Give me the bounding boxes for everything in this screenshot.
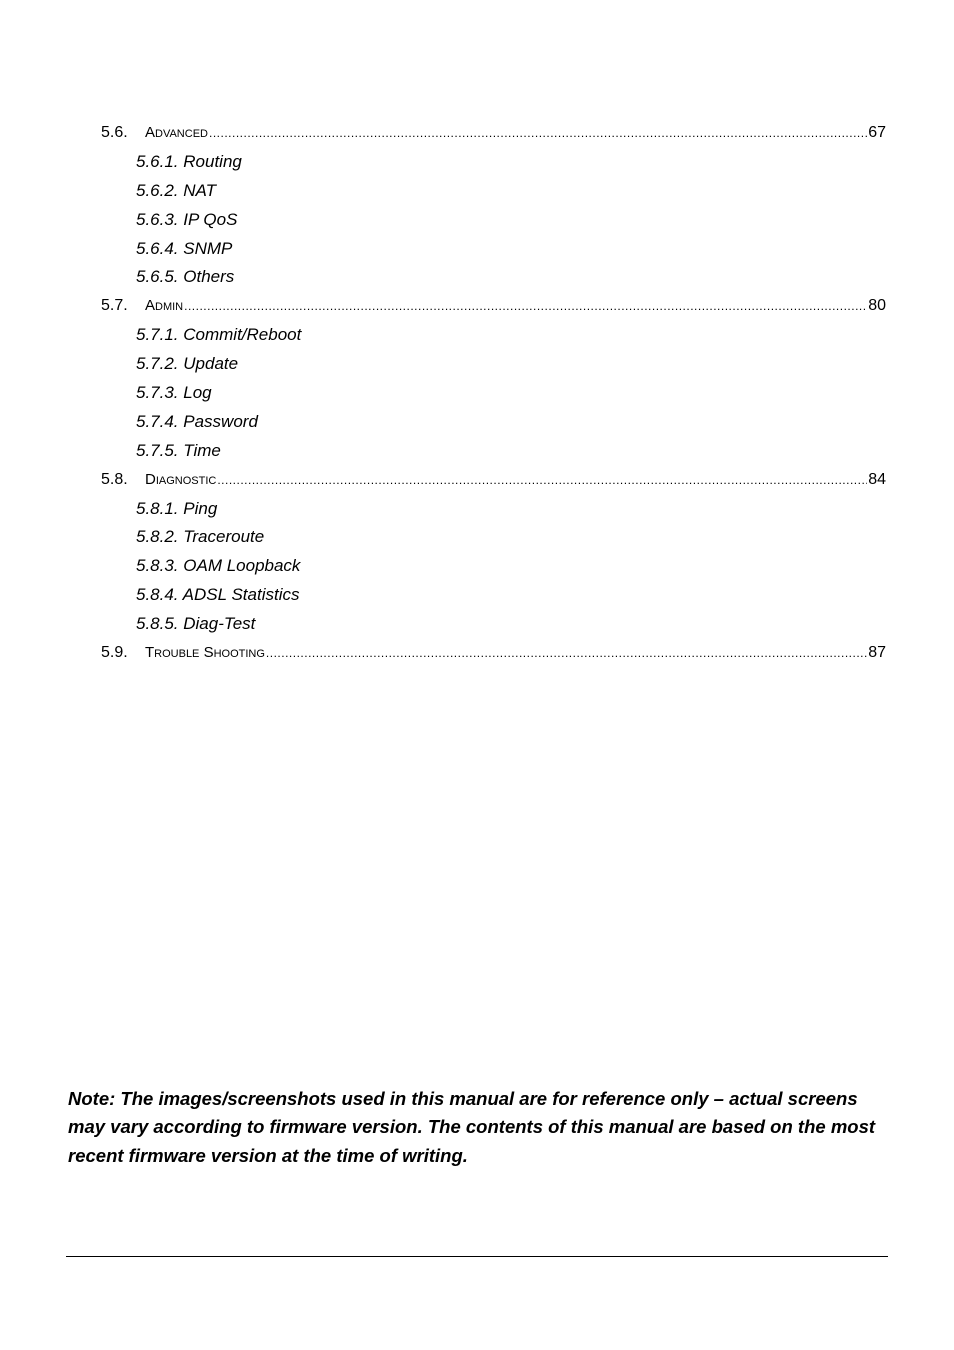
section-number: 5.8.: [101, 470, 128, 488]
subsection-label: 5.8.3. OAM Loopback: [136, 556, 301, 576]
footer-divider: [66, 1256, 888, 1257]
toc-subsection-diag-test[interactable]: [0, 610, 954, 639]
subsection-label: 5.8.4. ADSL Statistics: [136, 585, 300, 605]
page-number: 87: [868, 644, 886, 662]
toc-section-admin[interactable]: [0, 292, 954, 321]
subsection-label: 5.7.4. Password: [136, 411, 258, 431]
dot-leader: [184, 292, 867, 321]
subsection-label: 5.7.1. Commit/Reboot: [136, 325, 302, 345]
toc-subsection-time[interactable]: [0, 437, 954, 466]
page-number: 80: [868, 297, 886, 315]
toc-subsection-adsl-statistics[interactable]: [0, 581, 954, 610]
dot-leader: [209, 119, 867, 148]
section-title: Diagnostic: [145, 470, 217, 488]
page-number: 84: [868, 470, 886, 488]
subsection-label: 5.8.5. Diag-Test: [136, 614, 256, 634]
toc-section-trouble-shooting[interactable]: [0, 639, 954, 668]
toc-subsection-oam-loopback[interactable]: [0, 552, 954, 581]
toc-subsection-commit-reboot[interactable]: [0, 321, 954, 350]
subsection-label: 5.8.1. Ping: [136, 498, 218, 518]
subsection-label: 5.7.3. Log: [136, 383, 212, 403]
toc-subsection-ping[interactable]: [0, 495, 954, 524]
subsection-label: 5.6.1. Routing: [136, 151, 242, 171]
dot-leader: [217, 466, 867, 495]
toc-subsection-routing[interactable]: [0, 148, 954, 177]
toc-subsection-traceroute[interactable]: [0, 523, 954, 552]
section-title: Advanced: [145, 124, 208, 141]
toc-section-advanced[interactable]: [0, 119, 954, 148]
section-title: Admin: [145, 297, 184, 315]
page-number: 67: [868, 124, 886, 141]
dot-leader: [266, 639, 867, 668]
subsection-label: 5.7.2. Update: [136, 354, 239, 374]
table-of-contents: [0, 119, 954, 668]
toc-subsection-password[interactable]: [0, 408, 954, 437]
subsection-label: 5.6.5. Others: [136, 267, 235, 287]
toc-subsection-nat[interactable]: [0, 177, 954, 206]
toc-section-diagnostic[interactable]: [0, 466, 954, 495]
subsection-label: 5.6.4. SNMP: [136, 238, 233, 258]
toc-subsection-others[interactable]: [0, 263, 954, 292]
section-number: 5.9.: [101, 644, 128, 662]
subsection-label: 5.7.5. Time: [136, 440, 221, 460]
toc-subsection-snmp[interactable]: [0, 235, 954, 264]
section-number: 5.6.: [101, 124, 128, 141]
firmware-note: Note: The images/screenshots used in this manual are for reference only – actual screens may vary according to firmware version. The contents of this manual are based on the most recent firmware version at the time of writing.: [68, 1087, 876, 1166]
section-number: 5.7.: [101, 297, 128, 315]
subsection-label: 5.8.2. Traceroute: [136, 527, 265, 547]
subsection-label: 5.6.2. NAT: [136, 180, 216, 200]
subsection-label: 5.6.3. IP QoS: [136, 209, 238, 229]
toc-subsection-ip-qos[interactable]: [0, 206, 954, 235]
toc-subsection-update[interactable]: [0, 350, 954, 379]
section-title: Trouble Shooting: [145, 644, 265, 662]
toc-subsection-log[interactable]: [0, 379, 954, 408]
